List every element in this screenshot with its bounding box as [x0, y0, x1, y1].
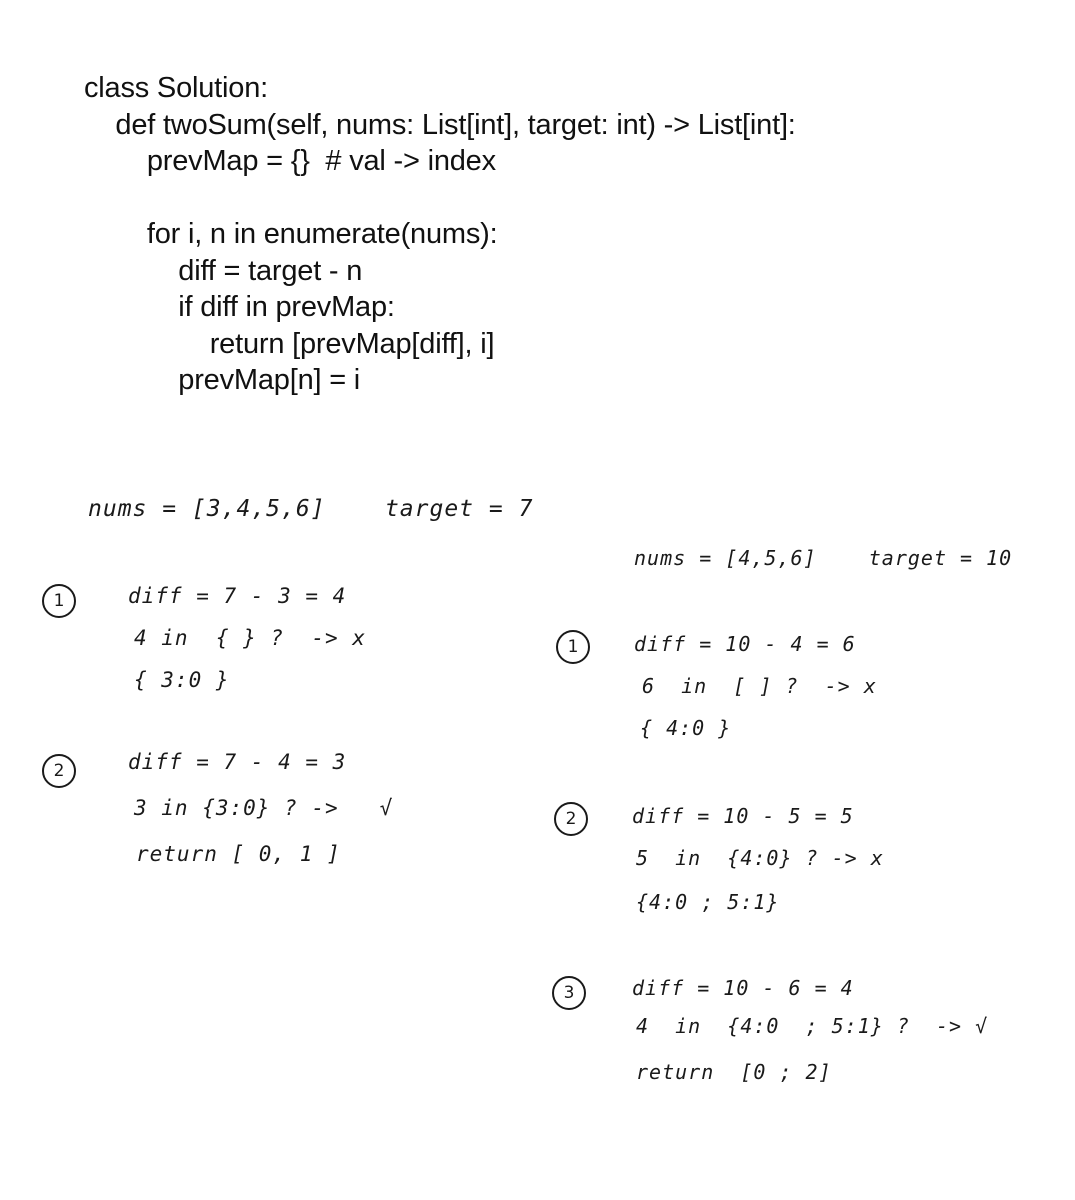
example1-header: nums = [3,4,5,6] target = 7 [88, 496, 534, 522]
step-number-badge: 3 [552, 976, 586, 1010]
example2-step2-line1: diff = 10 - 5 = 5 [632, 804, 854, 828]
code-line: class Solution: [84, 72, 268, 104]
example2-step1-line2: 6 in [ ] ? -> x [642, 674, 877, 698]
code-line: return [prevMap[diff], i] [84, 327, 495, 360]
code-block [84, 70, 796, 399]
example2-step2-line2: 5 in {4:0} ? -> x [636, 846, 884, 870]
code-line: def twoSum(self, nums: List[int], target: int) -> List[int]: [84, 108, 796, 141]
example1-step2-line1: diff = 7 - 4 = 3 [128, 750, 347, 774]
example2-step3-line2: 4 in {4:0 ; 5:1} ? -> √ [636, 1014, 989, 1038]
example1-step2-line3: return [ 0, 1 ] [136, 842, 341, 866]
code-line: for i, n in enumerate(nums): [84, 218, 498, 250]
code-line [84, 180, 796, 217]
example2-step3-line3: return [0 ; 2] [636, 1060, 832, 1084]
code-line: prevMap[n] = i [84, 364, 361, 396]
example2-step2-line3: {4:0 ; 5:1} [636, 890, 780, 914]
code-line: if diff in prevMap: [84, 291, 395, 323]
step-number-badge: 2 [554, 802, 588, 836]
step-number-badge: 2 [42, 754, 76, 788]
example1-step1-line1: diff = 7 - 3 = 4 [128, 584, 347, 608]
example1-step2-line2: 3 in {3:0} ? -> √ [134, 796, 394, 820]
example2-step3-line1: diff = 10 - 6 = 4 [632, 976, 854, 1000]
example2-header: nums = [4,5,6] target = 10 [634, 546, 1013, 570]
code-line: diff = target - n [84, 254, 363, 287]
example1-step1-line3: { 3:0 } [134, 668, 230, 692]
example2-step1-line1: diff = 10 - 4 = 6 [634, 632, 856, 656]
code-line: prevMap = {} # val -> index [84, 145, 496, 177]
step-number-badge: 1 [556, 630, 590, 664]
step-number-badge: 1 [42, 584, 76, 618]
example1-step1-line2: 4 in { } ? -> x [134, 626, 366, 650]
example2-step1-line3: { 4:0 } [640, 716, 732, 740]
